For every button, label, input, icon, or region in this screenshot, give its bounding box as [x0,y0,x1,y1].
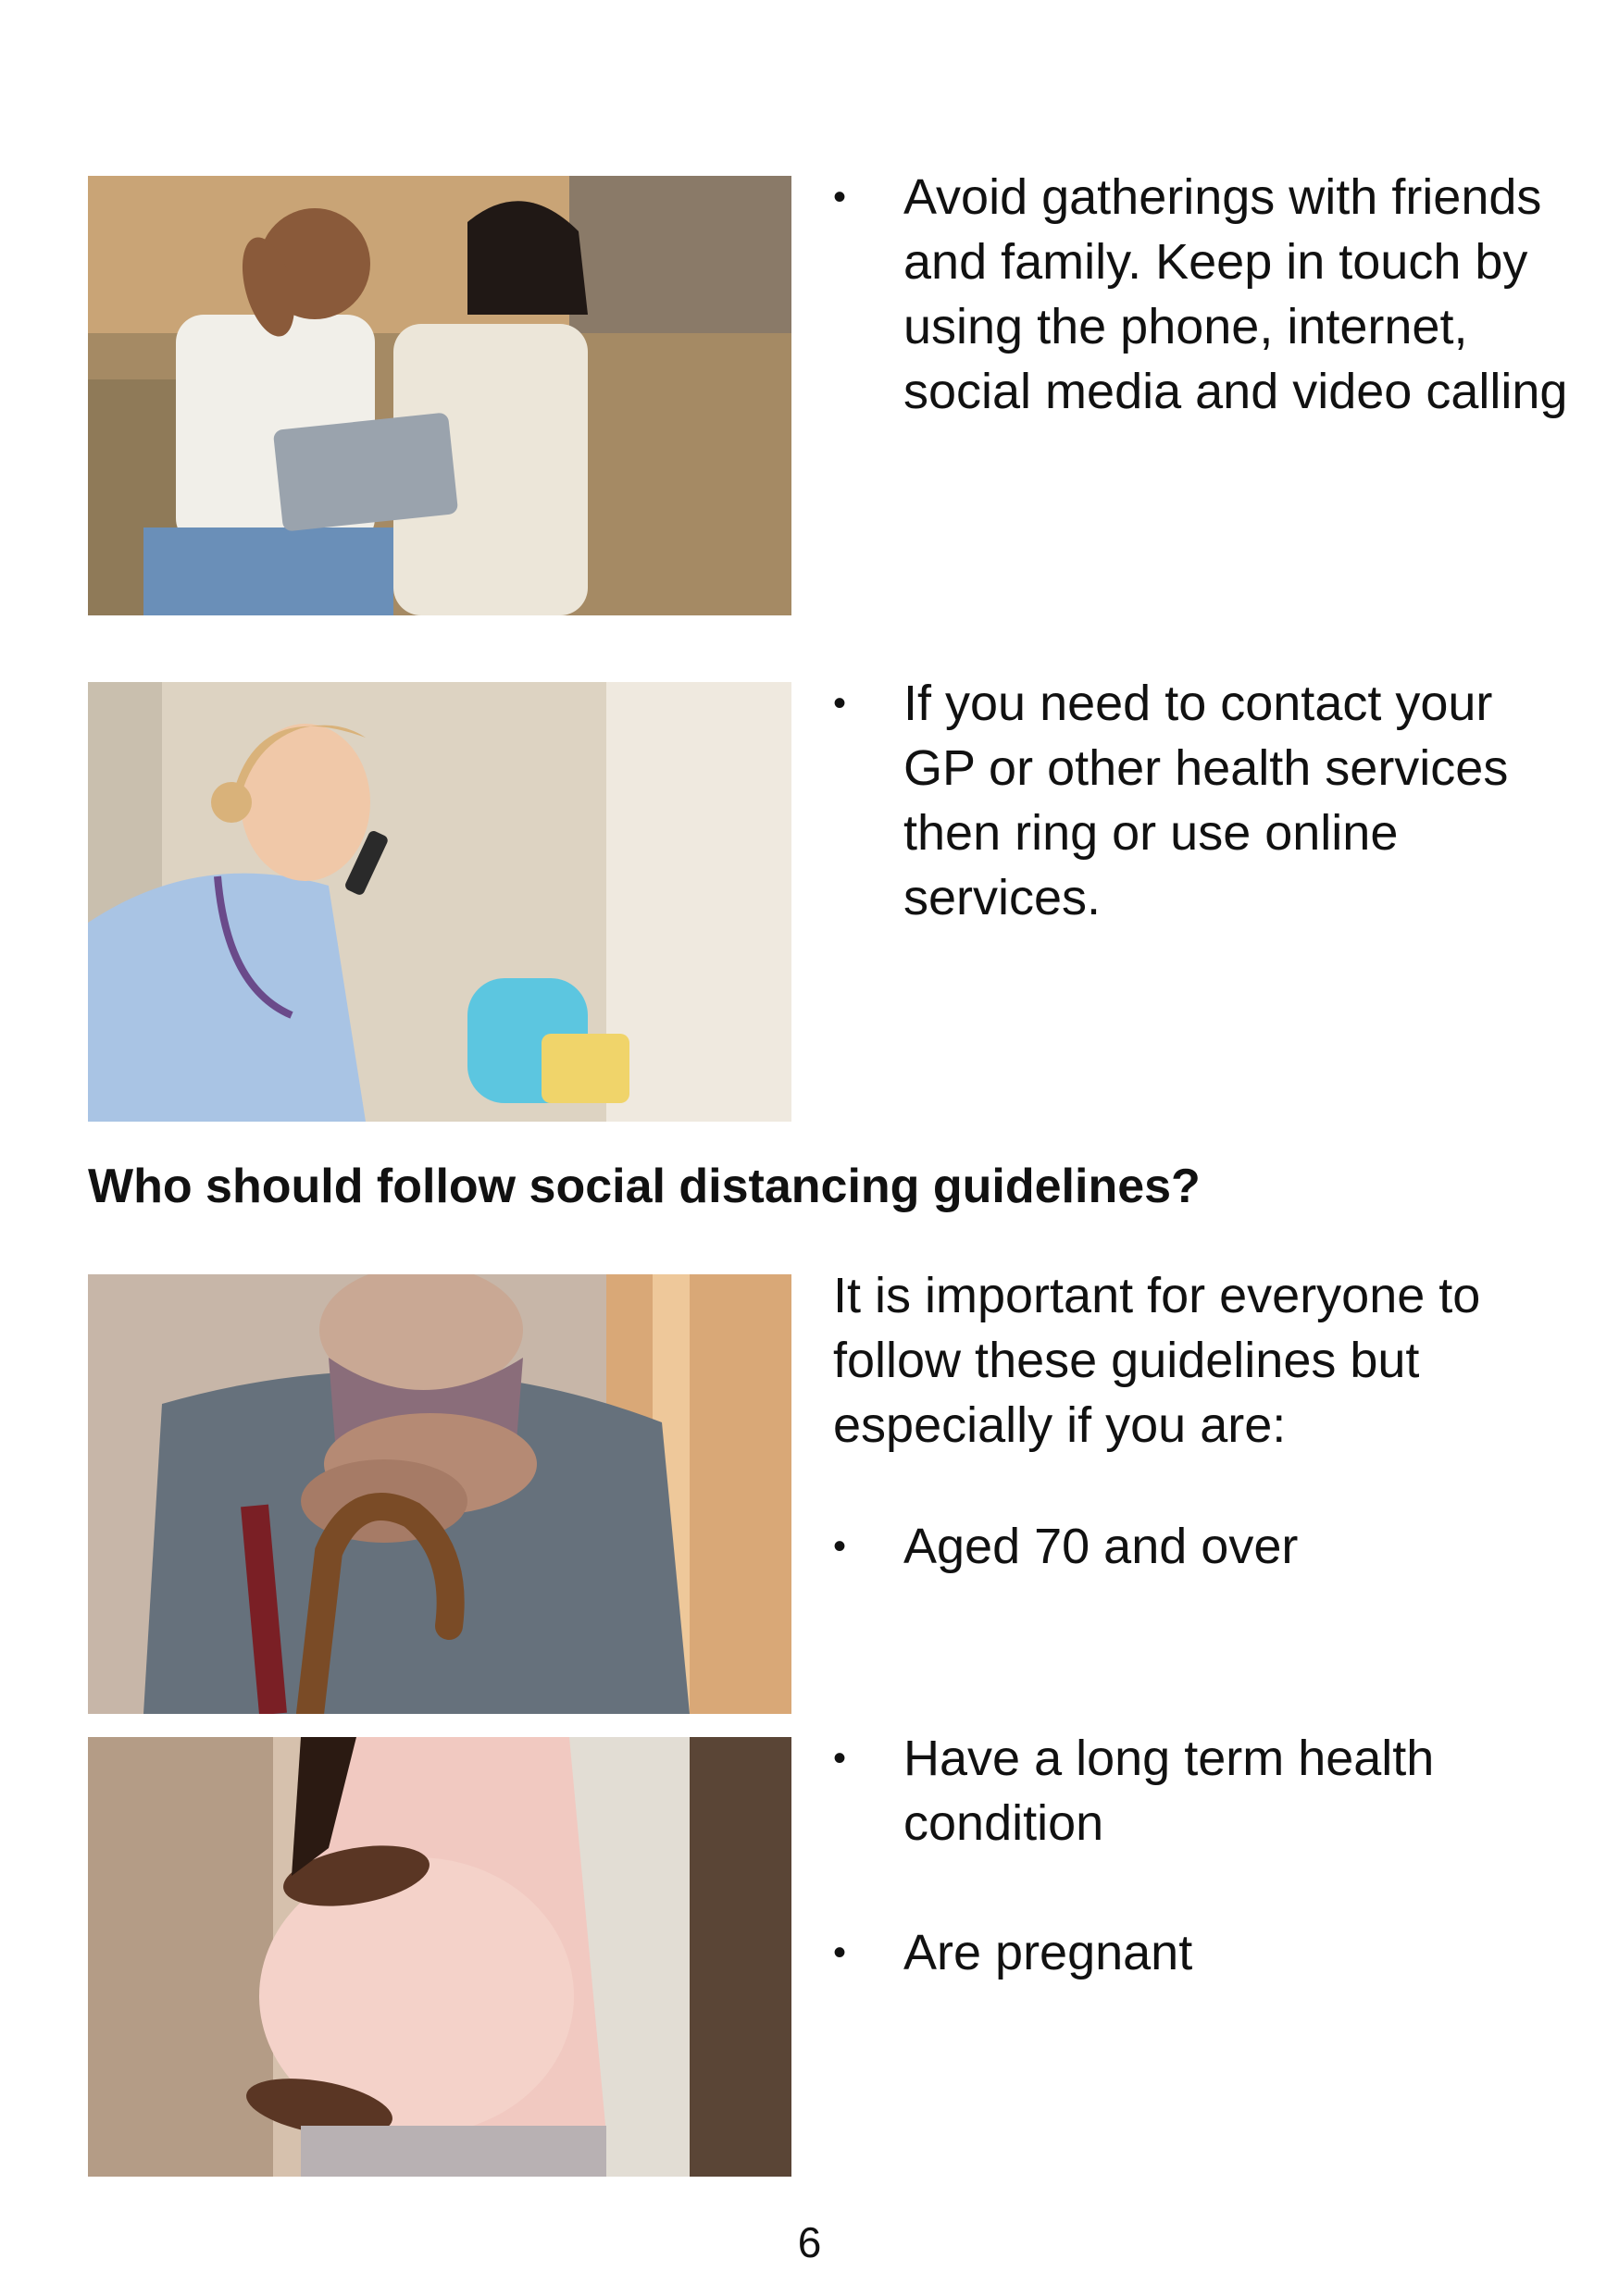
section-intro: It is important for everyone to follow these guidelines but especially if you are: [833,1268,1481,1453]
bullet-marker: • [833,1526,847,1567]
photo-pregnant-woman [88,1737,791,2177]
bullet-text: Avoid gatherings with friends and family. Keep in touch by using the phone, internet, social media and video calling [903,169,1568,419]
bullet-text: Have a long term health condition [903,1731,1435,1851]
section-heading: Who should follow social distancing guidelines? [88,1160,1201,1213]
bullet-marker: • [833,683,847,724]
bullet-marker: • [833,177,847,217]
photo-couple-video-call [88,176,791,615]
bullet-text: Aged 70 and over [903,1519,1299,1574]
bullet-text: If you need to contact your GP or other health services then ring or use online services. [903,676,1509,925]
photo-nurse-on-phone [88,682,791,1122]
page-number: 6 [797,2218,822,2266]
bullet-marker: • [833,1932,847,1973]
bullet-text: Are pregnant [903,1925,1193,1980]
photo-elderly-with-walking-stick [88,1274,791,1714]
bullet-marker: • [833,1738,847,1779]
